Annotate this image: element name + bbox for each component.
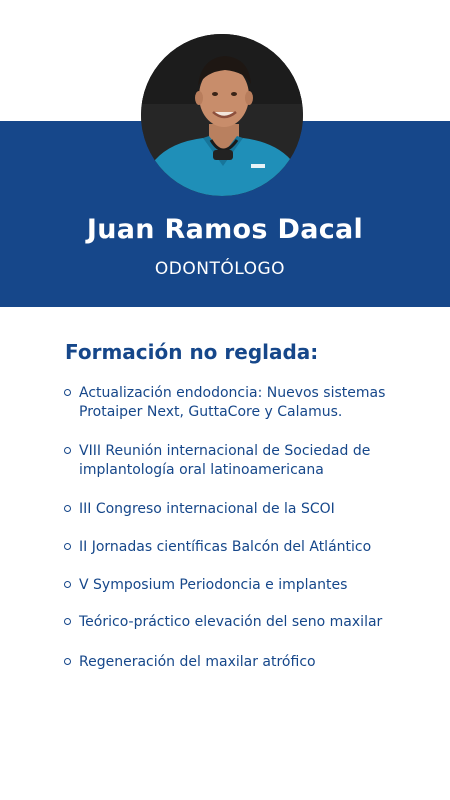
list-item-text: III Congreso internacional de la SCOI — [79, 501, 335, 517]
list-item — [64, 613, 434, 632]
list-item-text: VIII Reunión internacional de Sociedad de implantología oral latinoamericana — [79, 443, 371, 478]
avatar — [141, 34, 303, 196]
portrait-photo — [141, 34, 303, 196]
list-item — [64, 538, 434, 557]
list-item-text: Actualización endodoncia: Nuevos sistemas Protaiper Next, GuttaCore y Calamus. — [79, 385, 386, 420]
list-item-text: V Symposium Periodoncia e implantes — [79, 577, 348, 593]
circle-bullet-icon — [64, 658, 71, 665]
list-item — [64, 500, 434, 519]
circle-bullet-icon — [64, 618, 71, 625]
list-item — [64, 442, 434, 480]
circle-bullet-icon — [64, 505, 71, 512]
circle-bullet-icon — [64, 581, 71, 588]
profile-name: Juan Ramos Dacal — [86, 214, 364, 245]
list-item-text: Regeneración del maxilar atrófico — [79, 654, 316, 670]
circle-bullet-icon — [64, 543, 71, 550]
list-item — [64, 653, 434, 672]
list-item — [64, 384, 434, 422]
list-item-text: Teórico-práctico elevación del seno maxilar — [79, 614, 383, 630]
list-item-text: II Jornadas científicas Balcón del Atlántico — [79, 539, 372, 555]
profile-role: ODONTÓLOGO — [154, 259, 286, 279]
circle-bullet-icon — [64, 389, 71, 396]
circle-bullet-icon — [64, 447, 71, 454]
section-title: Formación no reglada: — [65, 340, 319, 364]
list-item — [64, 576, 434, 595]
